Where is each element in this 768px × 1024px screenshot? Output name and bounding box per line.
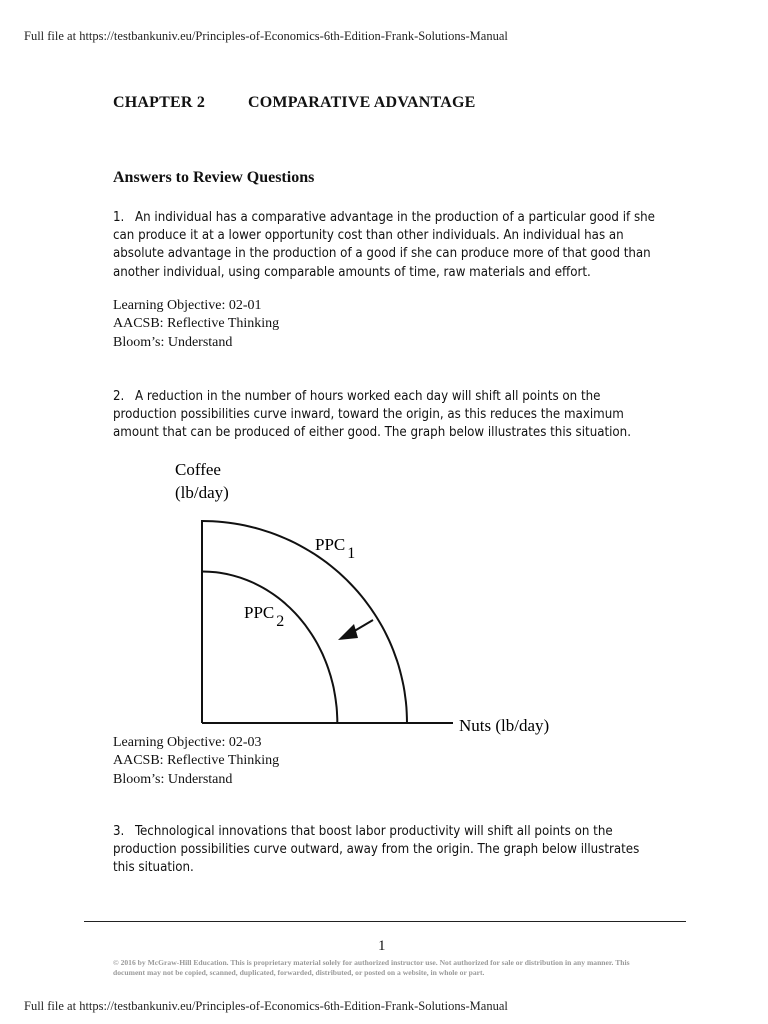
chapter-label: CHAPTER 2	[113, 94, 206, 111]
question-2-metadata	[113, 734, 279, 789]
question-2-text: A reduction in the number of hours worked each day will shift all points on the production possibilities curve inward, toward the origin, as this reduces the maximum amount that can be produced of either good. The graph below illustrates this situation.	[113, 389, 631, 441]
copyright-notice: © 2016 by McGraw-Hill Education. This is proprietary material solely for authorized instructor use. Not authorized for sale or distribution in any manner. This document may not be copied, scanned, duplicated, forwarded, distributed, or posted on a website, in whole or part.	[113, 958, 630, 977]
learning-objective: Learning Objective: 02-03	[113, 735, 262, 750]
ppc1-curve	[202, 521, 407, 723]
ppc1-label-subscript: 1	[347, 545, 356, 562]
y-axis-label-line2: (lb/day)	[175, 483, 229, 502]
question-3-number: 3.	[113, 824, 125, 839]
aacsb-tag: AACSB: Reflective Thinking	[113, 753, 280, 769]
ppc1-label-name: PPC	[315, 535, 346, 554]
learning-objective: Learning Objective: 02-01	[113, 298, 262, 313]
chapter-title: COMPARATIVE ADVANTAGE	[248, 94, 476, 111]
footer-divider	[84, 921, 686, 922]
ppc-chart	[150, 450, 570, 740]
question-1-text: An individual has a comparative advantage in the production of a particular good if she can produce it at a lower opportunity cost than other individuals. An individual has an absolute advantage in the production of a good if she can produce more of that good than another individual, using comparable amounts of time, raw materials and effort.	[113, 210, 655, 280]
ppc2-label	[244, 603, 284, 630]
blooms-tag: Bloom’s: Understand	[113, 334, 233, 350]
question-1-metadata	[113, 297, 279, 352]
ppc2-label-name: PPC	[244, 603, 275, 622]
question-1	[113, 209, 658, 282]
x-axis-label: Nuts (lb/day)	[459, 716, 550, 735]
question-2	[113, 388, 658, 443]
page-number: 1	[378, 938, 386, 954]
ppc2-curve	[202, 572, 337, 724]
bottom-url-banner[interactable]: Full file at https://testbankuniv.eu/Principles-of-Economics-6th-Edition-Frank-Solutions-Manual	[24, 999, 508, 1013]
question-3	[113, 823, 658, 878]
chapter-heading	[113, 94, 476, 112]
aacsb-tag: AACSB: Reflective Thinking	[113, 316, 280, 332]
question-2-number: 2.	[113, 389, 125, 404]
shift-arrow-head	[338, 624, 358, 640]
blooms-tag: Bloom’s: Understand	[113, 771, 233, 787]
question-3-text: Technological innovations that boost labor productivity will shift all points on the production possibilities curve outward, away from the origin. The graph below illustrates this situation.	[113, 824, 640, 876]
top-url-banner[interactable]: Full file at https://testbankuniv.eu/Principles-of-Economics-6th-Edition-Frank-Solutions-Manual	[24, 29, 508, 43]
question-1-number: 1.	[113, 210, 125, 225]
y-axis-label-line1: Coffee	[175, 460, 221, 479]
section-title: Answers to Review Questions	[113, 169, 315, 186]
ppc2-label-subscript: 2	[276, 613, 285, 630]
